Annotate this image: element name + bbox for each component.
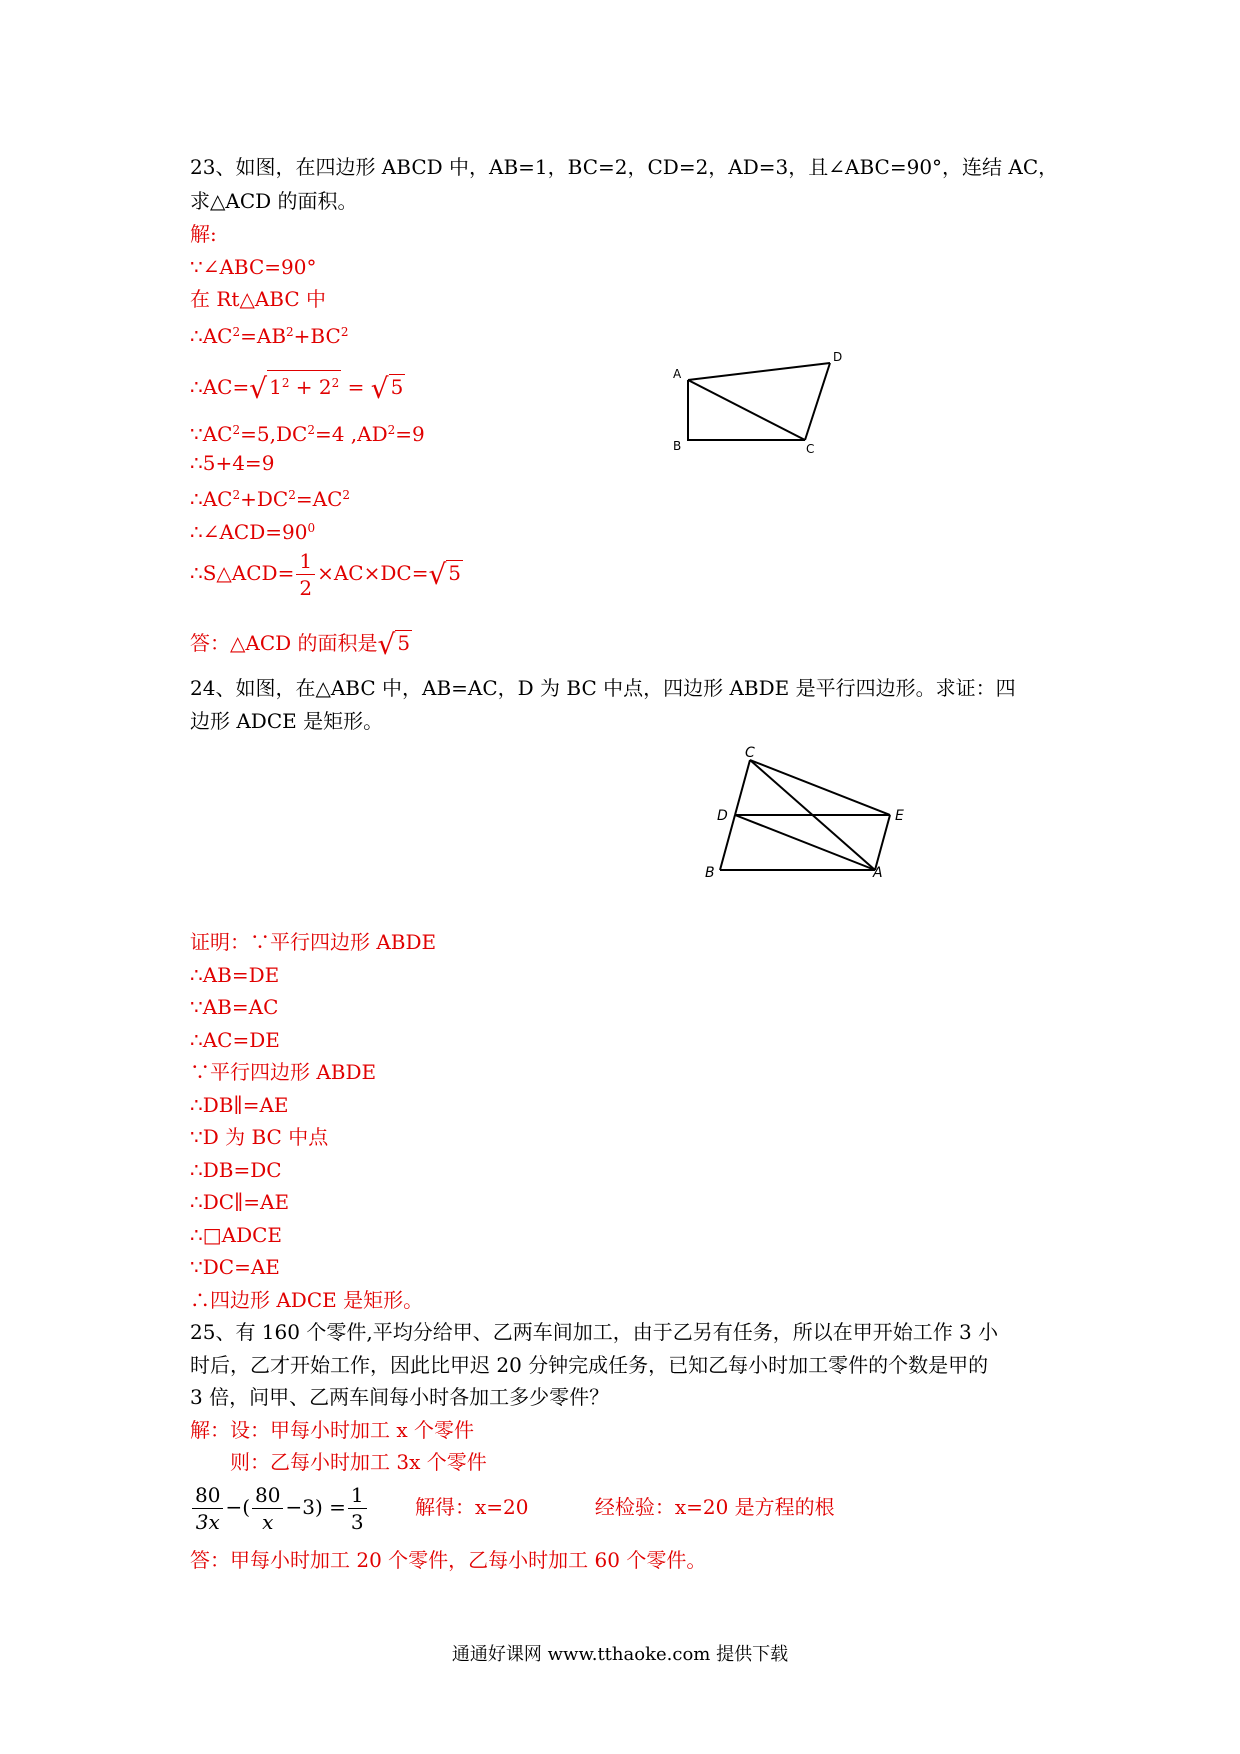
q24-proof-conclusion: ∴四边形 ADCE 是矩形。 (190, 1288, 424, 1312)
q24-proof-line: ∴□ADCE (190, 1223, 283, 1247)
q24-proof-line: ∵平行四边形 ABDE (190, 1060, 377, 1084)
q25-solve: 解得：x=20 (414, 1495, 529, 1519)
fig-label-b: B (673, 439, 682, 453)
q23-step-9: ∴S△ACD= $\frac{1}{2}$ ×AC×DC=√ 5 (190, 549, 462, 600)
q24-proof-line: ∵D 为 BC 中点 (190, 1125, 329, 1149)
q23-answer: 答：△ACD 的面积是√ 5 (190, 628, 411, 661)
q23-step-6: ∴5+4=9 (190, 451, 275, 475)
q25-answer: 答：甲每小时加工 20 个零件，乙每小时加工 60 个零件。 (190, 1548, 707, 1572)
q24-figure-parallelogram (695, 745, 925, 880)
page-footer: 通通好课网 www.tthaoke.com 提供下载 (451, 1644, 789, 1665)
q23-solution-label: 解: (190, 222, 217, 246)
q23-step-7: $\therefore AC^2+DC^2=AC^2$ (190, 487, 351, 511)
q24-proof-line: ∵AB=AC (190, 995, 279, 1019)
q23-step-8: $\therefore\angle ACD=90^0$ (190, 520, 316, 544)
q24-text-line1: 24、如图，在△ABC 中，AB=AC，D 为 BC 中点，四边形 ABDE 是平行四边形。求证：四 (190, 676, 1016, 700)
fig-label-a: A (673, 367, 682, 381)
q23-figure-quadrilateral (665, 345, 865, 455)
q24-proof-line: 证明：∵平行四边形 ABDE (190, 930, 437, 954)
q24-text-line2: 边形 ADCE 是矩形。 (190, 709, 384, 733)
q24-proof-line: ∴DC∥=AE (190, 1190, 290, 1214)
q25-text-line1: 25、有 160 个零件,平均分给甲、乙两车间加工，由于乙另有任务，所以在甲开始工作 3 小 (190, 1320, 999, 1344)
fig-label-a: A (873, 865, 883, 880)
fig-label-c: C (745, 745, 755, 761)
q23-text-line1: 23、如图，在四边形 ABCD 中，AB=1，BC=2，CD=2，AD=3，且∠ABC=90°，连结 AC， (190, 155, 1059, 179)
fig-label-d: D (717, 808, 728, 824)
q25-text-line3: 3 倍，问甲、乙两车间每小时各加工多少零件？ (190, 1385, 610, 1409)
radical-sign: √ (249, 372, 268, 405)
q23-step-3: $\therefore AC^2=AB^2+BC^2$ (190, 324, 349, 348)
fig-label-c: C (806, 442, 815, 455)
q25-setup-2: 则：乙每小时加工 3x 个零件 (230, 1450, 487, 1474)
fig-label-e: E (895, 808, 904, 824)
q23-step-2: 在 Rt△ABC 中 (190, 287, 327, 311)
q23-step-1: ∵∠ABC=90° (190, 255, 317, 279)
q25-setup-1: 解：设：甲每小时加工 x 个零件 (190, 1418, 474, 1442)
q25-equation: $\frac{80}{3x}$ −( $\frac{80}{x}$ −3) = $\frac{1}{3}$ (190, 1495, 369, 1519)
q24-proof-line: ∴DB∥=AE (190, 1093, 289, 1117)
fig-label-d: D (833, 350, 843, 364)
q25-equation-row (190, 1482, 835, 1535)
q24-proof-line: ∴DB=DC (190, 1158, 282, 1182)
q23-step-5: $\because AC^2=5,DC^2=4$ $,AD^2=9$ (190, 422, 425, 446)
q24-proof-line: ∴AB=DE (190, 963, 280, 987)
q25-text-line2: 时后，乙才开始工作，因此比甲迟 20 分钟完成任务，已知乙每小时加工零件的个数是甲的 (190, 1353, 989, 1377)
q23-step-4: ∴AC=√ $1^2 + 2^2$ = √ 5 (190, 372, 404, 405)
fig-label-b: B (705, 865, 715, 880)
q24-proof-line: ∵DC=AE (190, 1255, 280, 1279)
q23-text-line2: 求△ACD 的面积。 (190, 189, 358, 213)
q24-proof-line: ∴AC=DE (190, 1028, 280, 1052)
q25-check: 经检验：x=20 是方程的根 (594, 1495, 835, 1519)
